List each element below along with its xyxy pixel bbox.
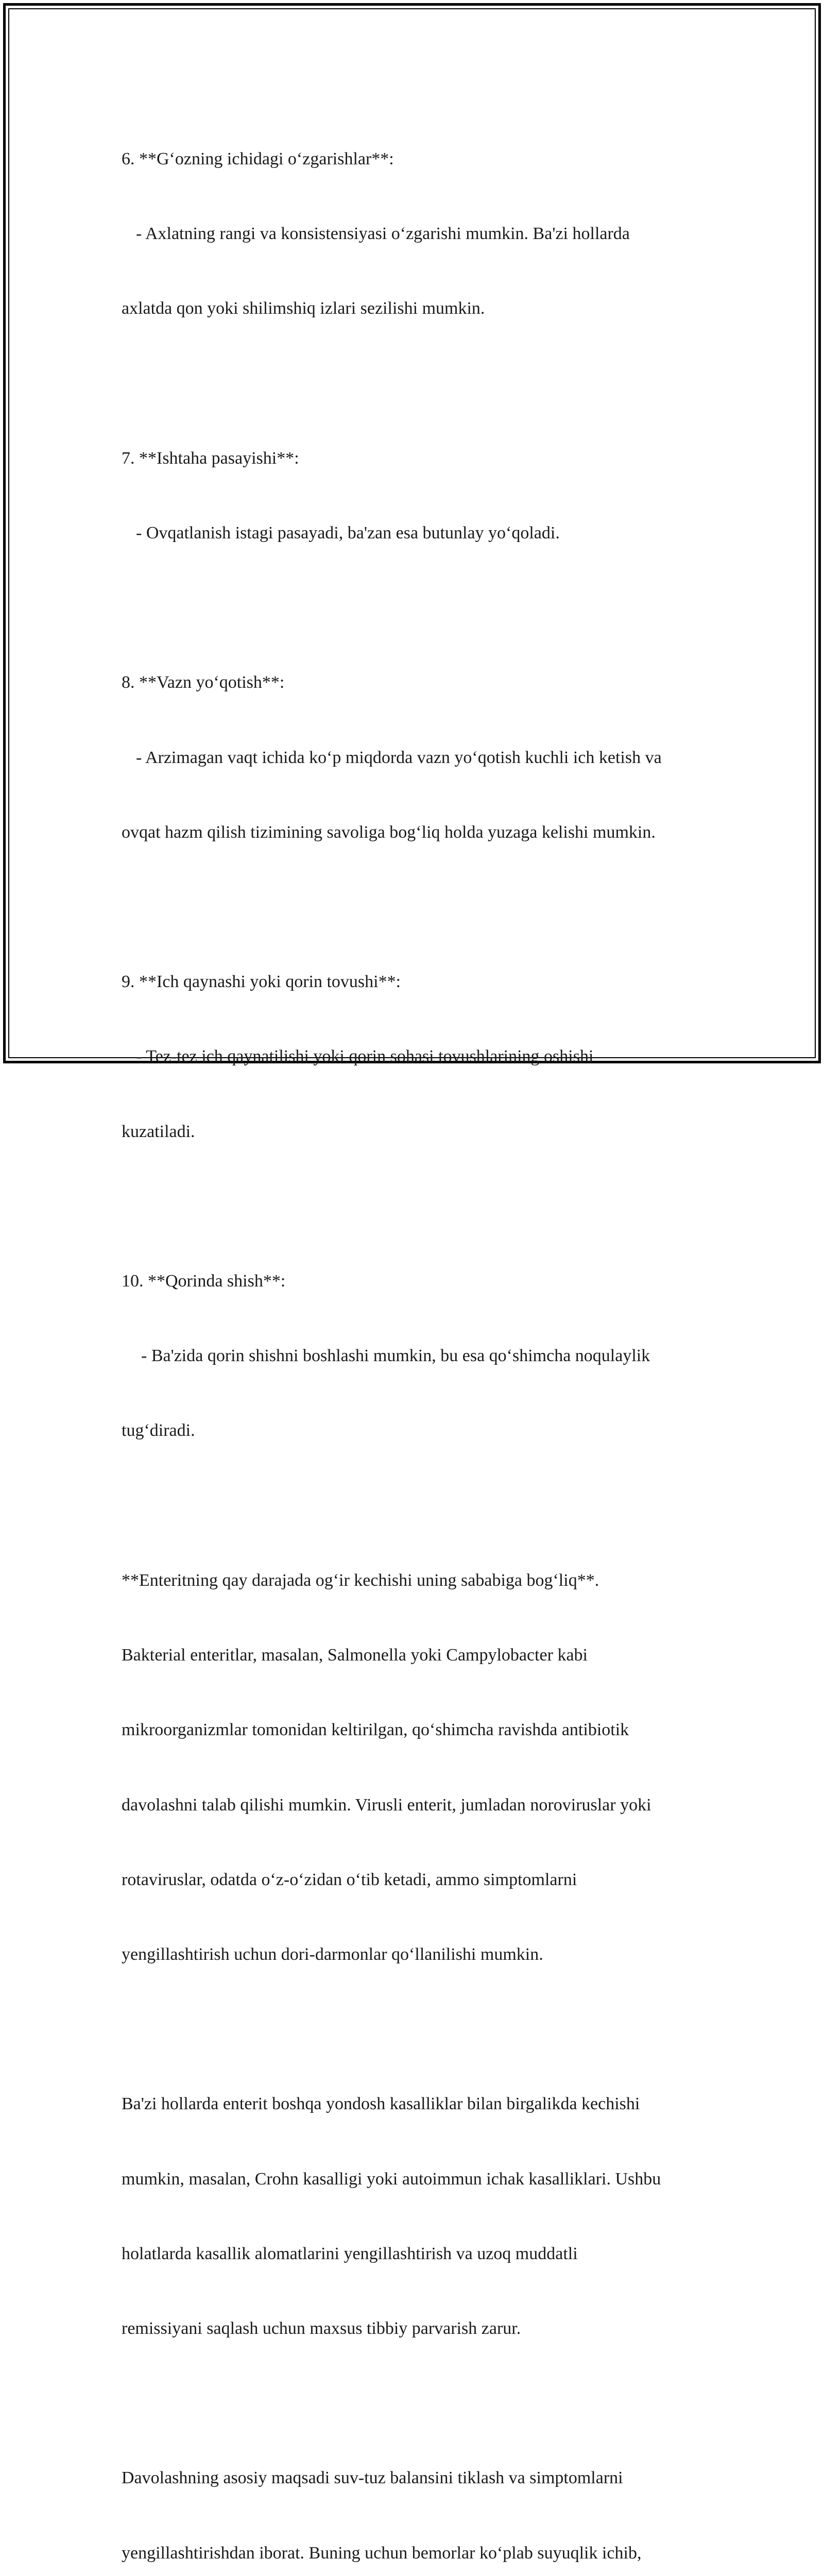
list-item-text: - Ba'zida qorin shishni boshlashi mumkin, bu esa qo‘shimcha noqulaylik xyxy=(141,1346,650,1366)
paragraph-line: yengillashtirishdan iborat. Buning uchun bemorlar ko‘plab suyuqlik ichib, xyxy=(122,2543,642,2563)
list-item-heading: 6. **G‘ozning ichidagi o‘zgarishlar**: xyxy=(122,149,394,168)
list-item-text: - Ovqatlanish istagi pasayadi, ba'zan esa butunlay yo‘qoladi. xyxy=(136,523,560,543)
paragraph-line: rotaviruslar, odatda o‘z-o‘zidan o‘tib ketadi, ammo simptomlarni xyxy=(122,1870,577,1889)
paragraph-line: remissiyani saqlash uchun maxsus tibbiy parvarish zarur. xyxy=(122,2319,521,2338)
paragraph-line: davolashni talab qilishi mumkin. Virusli enterit, jumladan noroviruslar yoki xyxy=(122,1795,651,1815)
list-item-heading: 7. **Ishtaha pasayishi**: xyxy=(122,448,299,468)
list-item-text: - Tez-tez ich qaynatilishi yoki qorin sohasi tovushlarining oshishi xyxy=(136,1047,594,1066)
paragraph-line: Bakterial enteritlar, masalan, Salmonella yoki Campylobacter kabi xyxy=(122,1646,588,1665)
paragraph-severity xyxy=(122,1518,709,2017)
paragraph-line: mikroorganizmlar tomonidan keltirilgan, qo‘shimcha ravishda antibiotik xyxy=(122,1720,629,1740)
list-item-text: - Axlatning rangi va konsistensiyasi o‘zgarishi mumkin. Ba'zi hollarda xyxy=(136,224,630,244)
list-item-text-continued: axlatda qon yoki shilimshiq izlari sezilishi mumkin. xyxy=(122,299,485,318)
list-item-text-continued: tug‘diradi. xyxy=(122,1421,195,1440)
list-item-heading: 8. **Vazn yo‘qotish**: xyxy=(122,673,285,692)
paragraph-line: Davolashning asosiy maqsadi suv-tuz balansini tiklash va simptomlarni xyxy=(122,2468,623,2488)
paragraph-line: yengillashtirish uchun dori-darmonlar qo‘llanilishi mumkin. xyxy=(122,1944,543,1964)
paragraph-treatment xyxy=(122,2416,709,2576)
paragraph-comorbidities xyxy=(122,2042,709,2392)
paragraph-line: Ba'zi hollarda enterit boshqa yondosh kasalliklar bilan birgalikda kechishi xyxy=(122,2094,640,2114)
list-item-text: - Arzimagan vaqt ichida ko‘p miqdorda vazn yo‘qotish kuchli ich ketish va xyxy=(136,748,662,767)
list-item-10 xyxy=(122,1219,709,1493)
paragraph-line: mumkin, masalan, Crohn kasalligi yoki autoimmun ichak kasalliklari. Ushbu xyxy=(122,2169,661,2189)
document-body xyxy=(122,97,709,2576)
paragraph-line: **Enteritning qay darajada og‘ir kechishi uning sababiga bog‘liq**. xyxy=(122,1570,599,1590)
paragraph-line: holatlarda kasallik alomatlarini yengillashtirish va uzoq muddatli xyxy=(122,2244,578,2263)
list-item-heading: 10. **Qorinda shish**: xyxy=(122,1272,286,1291)
list-item-9 xyxy=(122,920,709,1194)
list-item-6 xyxy=(122,97,709,371)
list-item-8 xyxy=(122,621,709,895)
list-item-7 xyxy=(122,396,709,596)
list-item-text-continued: kuzatiladi. xyxy=(122,1122,195,1141)
list-item-text-continued: ovqat hazm qilish tizimining savoliga bog‘liq holda yuzaga kelishi mumkin. xyxy=(122,822,656,842)
list-item-heading: 9. **Ich qaynashi yoki qorin tovushi**: xyxy=(122,972,401,992)
